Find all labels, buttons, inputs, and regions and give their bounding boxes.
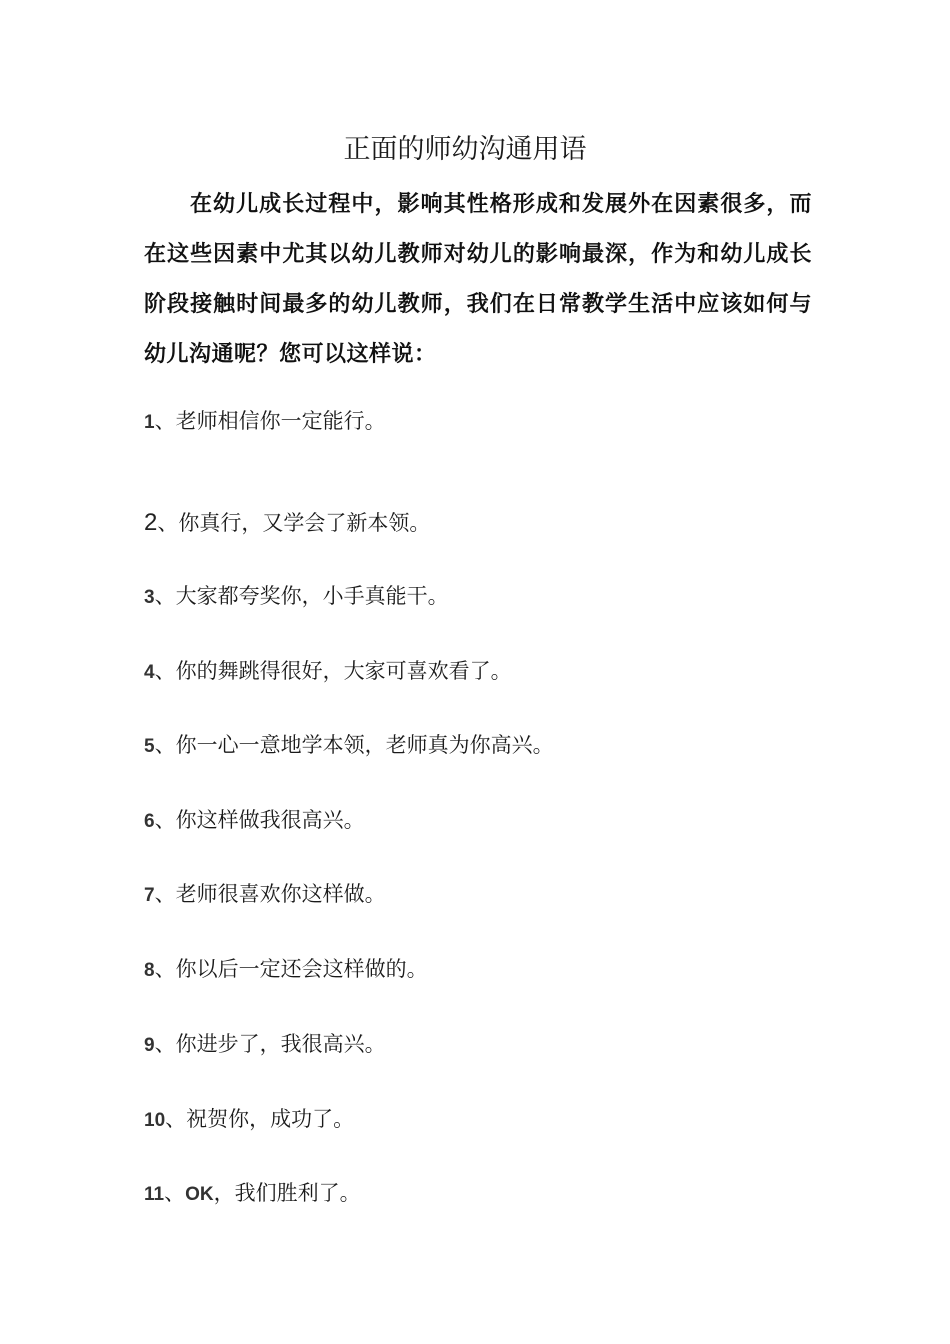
item-number: 5 — [144, 736, 155, 757]
item-number: 8 — [144, 960, 155, 981]
document-title: 正面的师幼沟通用语 — [343, 134, 587, 165]
list-item — [144, 581, 449, 613]
item-text: 、老师相信你一定能行。 — [154, 409, 386, 433]
item-number: 6 — [144, 811, 155, 832]
item-text: 、你进步了，我很高兴。 — [154, 1032, 386, 1056]
list-item — [144, 656, 512, 688]
item-text-latin: OK — [185, 1184, 214, 1205]
list-item — [144, 1178, 361, 1210]
item-text: 、你的舞跳得很好，大家可喜欢看了。 — [154, 659, 512, 683]
list-item — [144, 730, 554, 762]
list-item — [144, 879, 386, 911]
item-number: 7 — [144, 885, 155, 906]
item-text-prefix: 、 — [164, 1181, 186, 1205]
item-text: ，我们胜利了。 — [213, 1181, 361, 1205]
item-number: 1 — [144, 412, 155, 433]
intro-paragraph: 在幼儿成长过程中，影响其性格形成和发展外在因素很多，而在这些因素中尤其以幼儿教师对幼儿的影响最深，作为和幼儿成长阶段接触时间最多的幼儿教师，我们在日常教学生活中应该如何与幼儿沟通呢？您可以这样说： — [144, 192, 812, 367]
item-text: 、你一心一意地学本领，老师真为你高兴。 — [154, 733, 554, 757]
item-text: 、你真行，又学会了新本领。 — [157, 511, 431, 535]
list-item — [144, 508, 430, 538]
item-number: 4 — [144, 662, 155, 683]
list-item — [144, 1029, 386, 1061]
list-item — [144, 1104, 354, 1136]
item-text: 、你这样做我很高兴。 — [154, 808, 365, 832]
list-item — [144, 406, 386, 438]
item-number: 11 — [144, 1184, 165, 1205]
item-text: 、老师很喜欢你这样做。 — [154, 882, 386, 906]
item-text: 、大家都夸奖你，小手真能干。 — [154, 584, 449, 608]
item-text: 、你以后一定还会这样做的。 — [154, 957, 428, 981]
list-item — [144, 954, 428, 986]
item-number: 9 — [144, 1035, 155, 1056]
item-number: 2 — [144, 509, 158, 536]
item-number: 10 — [144, 1110, 166, 1131]
item-text: 、祝贺你，成功了。 — [165, 1107, 355, 1131]
list-item — [144, 805, 365, 837]
item-number: 3 — [144, 587, 155, 608]
